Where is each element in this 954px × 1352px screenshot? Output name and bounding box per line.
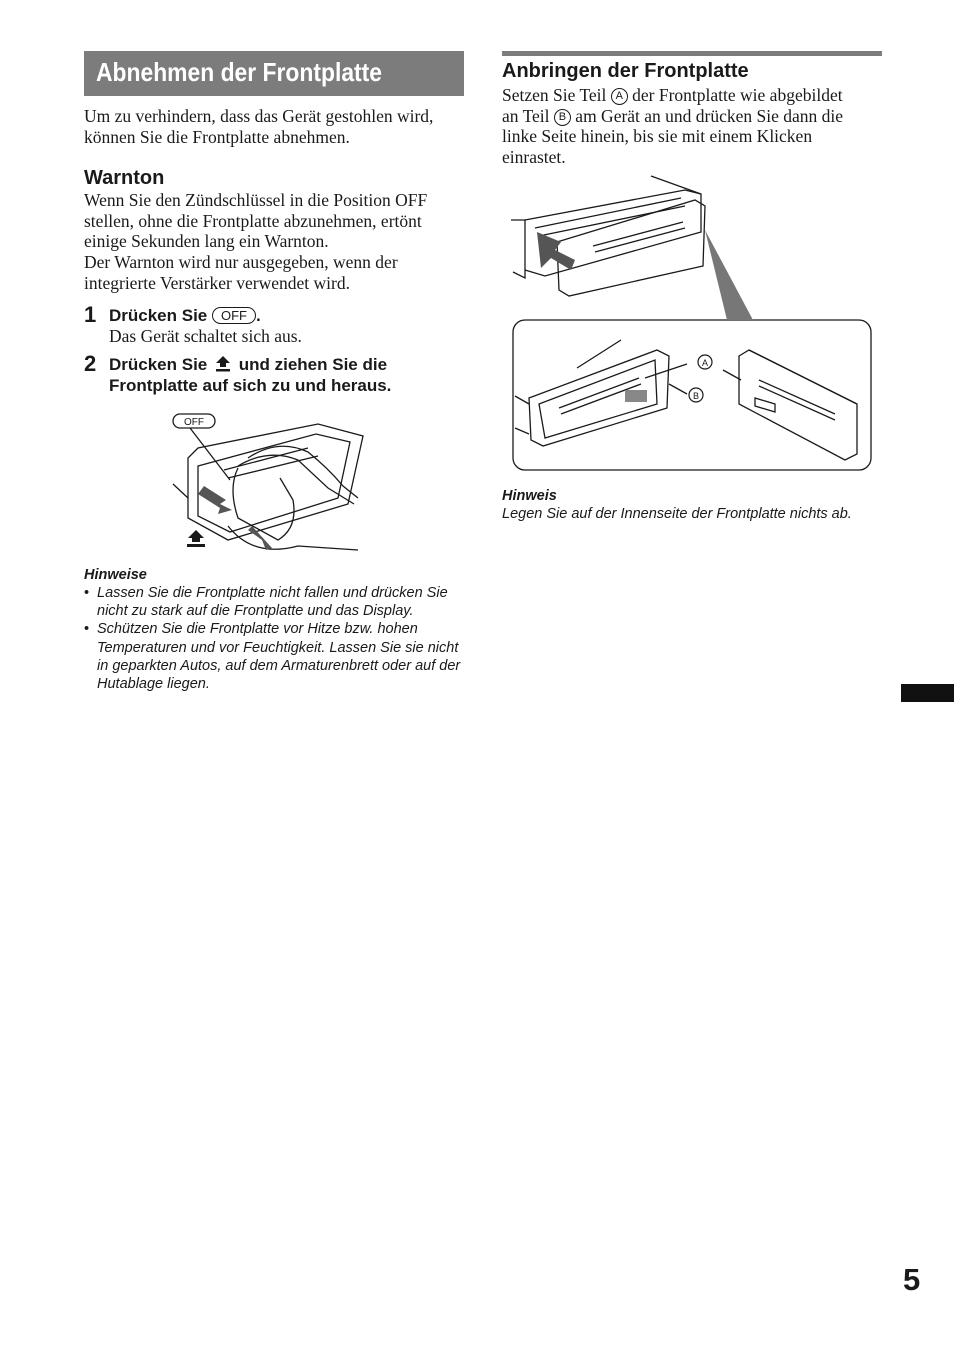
para-text-c: an Teil — [502, 105, 550, 126]
step-2-instruction — [109, 354, 469, 396]
anbringen-heading: Anbringen der Frontplatte — [502, 60, 749, 82]
para-text-a: Setzen Sie Teil — [502, 85, 607, 105]
para-text-e: linke Seite hinein, bis sie mit einem Klicken — [502, 126, 813, 146]
off-button-symbol: OFF — [212, 307, 256, 324]
figure-off-label-group — [184, 417, 204, 428]
figure-label-a: A — [701, 358, 709, 368]
section-tab — [901, 684, 954, 702]
para-text-f: einrastet. — [502, 146, 566, 167]
hinweis-text: Legen Sie auf der Innenseite der Frontplatte nichts ab. — [502, 506, 852, 522]
warnton-heading: Warnton — [84, 167, 165, 189]
page-title: Abnehmen der Frontplatte — [96, 57, 383, 87]
warnton-paragraph-2: Der Warnton wird nur ausgegeben, wenn der integrierte Verstärker verwendet wird. — [84, 252, 398, 293]
step-2-number: 2 — [84, 351, 97, 376]
step-1-period: . — [256, 306, 261, 325]
label-b-symbol: B — [554, 109, 571, 126]
anbringen-paragraph — [502, 85, 887, 167]
para-text-b: der Frontplatte wie abgebildet — [632, 85, 843, 105]
hinweis-heading: Hinweis — [502, 488, 557, 504]
intro-text: Um zu verhindern, dass das Gerät gestohlen wird, können Sie die Frontplatte abnehmen. — [84, 106, 434, 147]
notes-heading: Hinweise — [84, 567, 147, 583]
note-item: • Lassen Sie die Frontplatte nicht fallen und drücken Sie nicht zu stark auf die Frontplatte und das Display. — [84, 584, 464, 620]
figure-off-label: OFF — [184, 417, 204, 428]
note-item: • Schützen Sie die Frontplatte vor Hitze bzw. hohen Temperaturen und vor Feuchtigkeit. Lassen Sie sie nicht in geparkten Autos, auf dem Armaturenbrett oder auf der Hutablage liegen. — [84, 620, 464, 693]
figure-release-icon — [187, 530, 205, 547]
step-2-text-b: und ziehen Sie die — [238, 355, 388, 374]
notes-list — [84, 584, 464, 693]
para-text-d: am Gerät an und drücken Sie dann die — [575, 105, 844, 126]
step-2-text-a: Drücken Sie — [109, 355, 208, 374]
warnton-paragraph-1: Wenn Sie den Zündschlüssel in die Position OFF stellen, ohne die Frontplatte abzunehmen, ertönt einige Sekunden lang ein Warnton. — [84, 190, 428, 251]
release-button-icon — [214, 355, 232, 372]
page-number: 5 — [903, 1262, 921, 1297]
remove-panel-illustration — [168, 408, 368, 560]
step-1-text: Drücken Sie — [109, 306, 208, 325]
step-1-number: 1 — [84, 302, 97, 327]
step-1-subtext: Das Gerät schaltet sich aus. — [109, 326, 302, 346]
section-rule — [502, 51, 882, 56]
label-a-symbol: A — [611, 88, 628, 105]
figure-label-b: B — [692, 391, 700, 401]
attach-panel-illustration — [505, 172, 877, 474]
step-2-text-c: Frontplatte auf sich zu und heraus. — [109, 376, 392, 395]
step-1-instruction — [109, 305, 261, 326]
